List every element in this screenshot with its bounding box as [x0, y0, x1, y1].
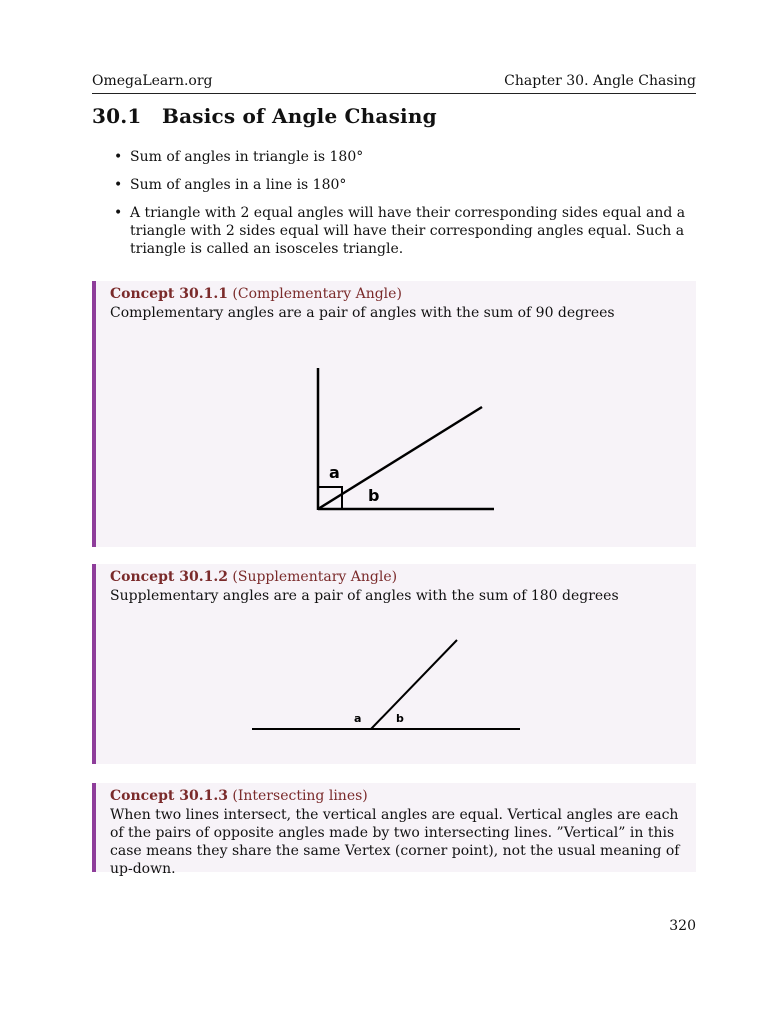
- angle-label-a: a: [354, 712, 362, 725]
- concept-text: When two lines intersect, the vertical angles are equal. Vertical angles are each of the pairs of opposite angles made by two intersecting lines. ”Vertical” in this case means they share the same Vertex (corner point), not the usual meaning of up-down.: [110, 807, 680, 877]
- angle-label-b: b: [396, 712, 404, 725]
- list-item: • A triangle with 2 equal angles will have their corresponding sides equal and a triangle with 2 sides equal will have their corresponding angles equal. Such a triangle is called an isosceles triangle.: [108, 204, 696, 258]
- list-item: • Sum of angles in triangle is 180°: [108, 148, 696, 166]
- concept-heading: [110, 788, 368, 804]
- complementary-angle-figure: [96, 281, 696, 547]
- section-title-text: Basics of Angle Chasing: [162, 104, 437, 128]
- concept-box-intersecting-lines: [92, 783, 696, 877]
- header-chapter-title: Chapter 30. Angle Chasing: [504, 73, 696, 89]
- supplementary-angle-figure: [96, 564, 696, 764]
- concept-box-complementary: [92, 281, 696, 547]
- header-site-name: OmegaLearn.org: [92, 73, 213, 89]
- concept-label: Concept 30.1.2: [110, 569, 228, 585]
- concept-subtitle: (Complementary Angle): [232, 286, 402, 302]
- concept-box-supplementary: [92, 564, 696, 764]
- concept-text: Supplementary angles are a pair of angles with the sum of 180 degrees: [110, 588, 619, 604]
- facts-list: [108, 148, 696, 268]
- section-number: 30.1: [92, 104, 142, 128]
- angle-label-a: a: [329, 463, 340, 482]
- concept-label: Concept 30.1.3: [110, 788, 228, 804]
- concept-subtitle: (Supplementary Angle): [232, 569, 398, 585]
- section-heading: [92, 104, 437, 128]
- concept-subtitle: (Intersecting lines): [232, 788, 368, 804]
- diagonal-ray: [371, 640, 457, 729]
- concept-label: Concept 30.1.1: [110, 286, 228, 302]
- angle-label-b: b: [368, 486, 380, 505]
- concept-text: Complementary angles are a pair of angles with the sum of 90 degrees: [110, 305, 615, 321]
- page-number: 320: [669, 918, 696, 934]
- list-item: • Sum of angles in a line is 180°: [108, 176, 696, 194]
- running-header: [92, 73, 696, 94]
